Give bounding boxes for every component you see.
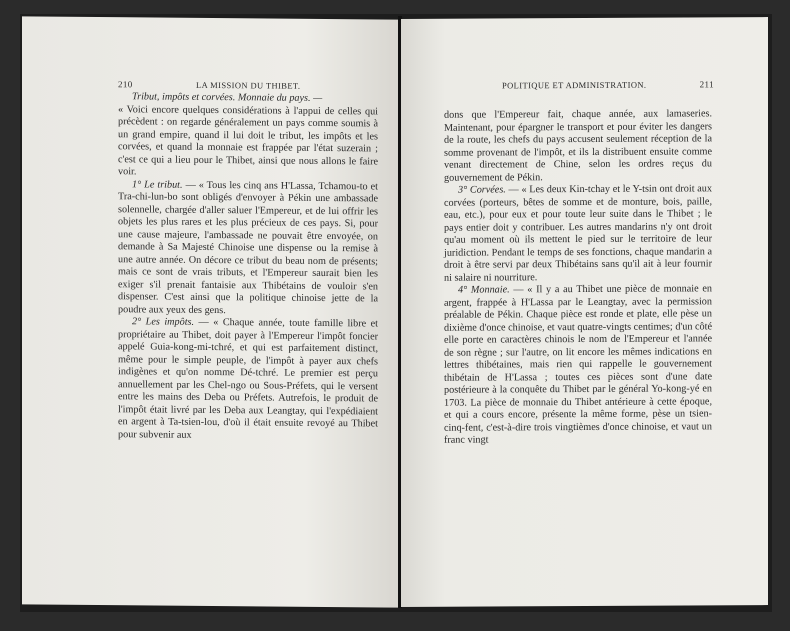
- right-page-header: [444, 79, 714, 91]
- right-page-body: [444, 108, 712, 447]
- open-book: [20, 14, 772, 612]
- taxes-label: 2° Les impôts.: [132, 316, 195, 328]
- money-label: 4° Monnaie.: [458, 284, 510, 296]
- corvees-text: — « Les deux Kin-tchay et le Y-tsin ont droit aux corvées (porteurs, bêtes de somme et de monture, bois, paille, eau, etc.), pour eux et pour toute leur suite dans le Thibet ; le pays entier doit y contribuer. Les autres mandarins n'y ont droit qu'au moment où ils mettent le pied sur le territoire de leur juridiction. Pendant le temps de ses fonctions, chaque mandarin a droit à être servi par deux Thibétains sans qu'il ait à leur fournir ni salaire ni nourriture.: [444, 183, 712, 284]
- taxes-paragraph: [118, 316, 378, 443]
- left-page-header: [118, 79, 380, 91]
- right-page-number: 211: [699, 79, 714, 90]
- left-page-body: [118, 91, 378, 443]
- right-running-head: POLITIQUE ET ADMINISTRATION.: [502, 79, 647, 91]
- left-running-head: LA MISSION DU THIBET.: [196, 79, 301, 91]
- taxes-text: — « Chaque année, toute famille libre et propriétaire au Thibet, doit payer à l'Empereur l'impôt foncier appelé Guia-kong-mi-tchré, et qui est parfaitement distinct, même pour le simple peuple, de l'impôt à payer aux chefs indigènes et qu'on nomme Dé-tchré. Le premier est perçu annuellement par les Chel-ngo ou Sous-Préfets, qui le versent entre les mains des Deba ou Préfets. Autrefois, le produit de l'impôt était livré par les Deba aux Leangtay, qui l'expédiaient en argent à Ta-tsien-lou, d'où il était ensuite revoyé au Thibet pour subvenir aux: [118, 316, 378, 441]
- left-page-number: 210: [118, 79, 133, 90]
- left-page: [22, 16, 400, 607]
- corvees-paragraph: [444, 183, 712, 284]
- money-text: — « Il y a au Thibet une pièce de monnaie en argent, frappée à H'Lassa par le Leangtay, avec la permission préalable de Pékin. Chaque pièce est ronde et plate, elle pèse un dixième d'once chinoise, et vaut quatre-vingts centimes; d'un côté elle porte en caractères chinois le nom de l'Empereur et l'année de son règne ; sur l'autre, on lit encore les mêmes indications en lettres thibétaines, mais rien qui rappelle le gouvernement thibétain de H'Lassa ; toutes ces pièces sont d'une date postérieure à la conquête du Thibet par le général Yo-kong-yé en 1703. La pièce de monnaie du Thibet antérieure à cette époque, et qui a cours encore, présente la même forme, pèse un tsien-cinq-fent, c'est-à-dire trois vingtièmes d'once chinoise, et vaut un franc vingt: [444, 283, 712, 446]
- tribute-label: 1° Le tribut.: [132, 178, 183, 191]
- money-paragraph: [444, 283, 712, 447]
- section-title: Tribut, impôts et corvées. Monnaie du pays. —: [132, 91, 323, 104]
- tribute-paragraph: [118, 179, 378, 319]
- tribute-text: — « Tous les cinq ans H'Lassa, Tchamou-to et Tra-chi-lun-bo sont obligés d'envoyer à Pékin une ambassade solennelle, chargée d'aller saluer l'Empereur, et de lui offrir les objets les plus rares et les plus précieux de ces pays. Si, pour une cause majeure, l'ambassade ne pouvait être envoyée, on demande à Sa Majesté Chinoise une dispense ou la remise à une autre année. On décore ce tribut du beau nom de présents; mais ce sont de vrais tributs, et l'Empereur saurait bien les exiger s'il prenait fantaisie aux Thibétains de vouloir s'en dispenser. C'est ainsi que la politique chinoise jette de la poudre aux yeux des gens.: [118, 179, 378, 316]
- right-page: [401, 17, 768, 607]
- intro-paragraph: « Voici encore quelques considérations à l'appui de celles qui précèdent : on regarde généralement un pays comme soumis à un grand empire, quand il lui doit le tribut, les impôts et les corvées, et quand la monnaie est frappée par l'état suzerain ; c'est ce qui a lieu pour le Thibet, ainsi que nous allons le faire voir.: [118, 103, 378, 178]
- continuation-paragraph: dons que l'Empereur fait, chaque année, aux lamaseries. Maintenant, pour épargner le transport et pour éviter les dangers de la route, les chefs du pays accusent seulement réception de la somme provenant de l'impôt, et ils la distribuent ensuite comme venant directement de Chine, selon les ordres reçus du gouvernement de Pékin.: [444, 108, 712, 184]
- corvees-label: 3° Corvées.: [458, 184, 506, 196]
